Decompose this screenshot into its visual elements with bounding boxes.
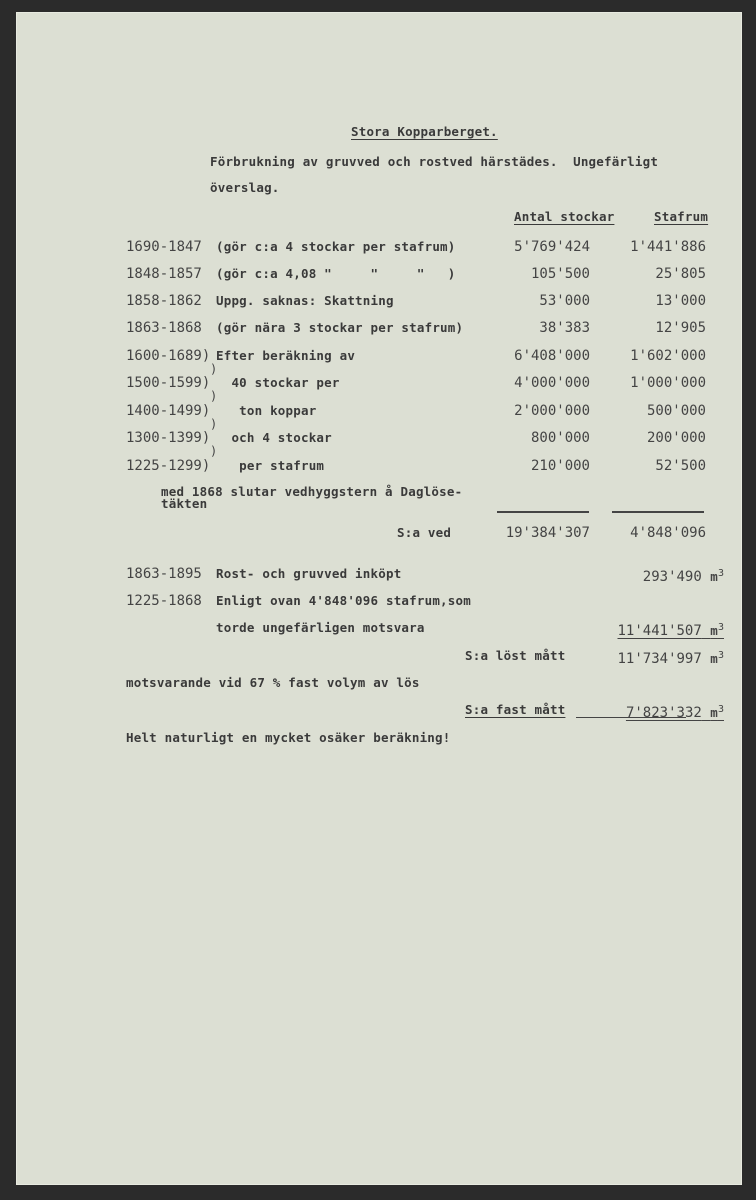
estimate-desc-2: torde ungefärligen motsvara <box>216 620 425 635</box>
row-volume: 500'000 <box>646 403 706 419</box>
row-period: 1690-1847 <box>126 239 202 255</box>
row-volume: 200'000 <box>646 430 706 446</box>
row-description: 40 stockar per <box>216 375 340 390</box>
row-count: 4'000'000 <box>514 375 590 391</box>
row-count: 2'000'000 <box>514 403 590 419</box>
note-line-1: med 1868 slutar vedhyggstern å Daglöse- <box>161 484 463 499</box>
row-volume: 1'441'886 <box>630 239 706 255</box>
conversion-note: motsvarande vid 67 % fast volym av lös <box>126 675 420 690</box>
sum-wood-volume: 4'848'096 <box>630 525 706 541</box>
sum-rule-count <box>497 511 589 513</box>
intro-line-2: överslag. <box>210 180 280 195</box>
row-description: (gör c:a 4,08 " " " ) <box>216 266 456 281</box>
estimate-value: 11'441'507 $m^3$ <box>617 622 724 639</box>
bracket-connector: ) <box>210 362 218 376</box>
sum-rule-volume <box>612 511 704 513</box>
intro-line-1: Förbrukning av gruvved och rostved härstädes. Ungefärligt <box>210 154 659 169</box>
purchased-period: 1863-1895 <box>126 566 202 582</box>
row-volume: 1'602'000 <box>630 348 706 364</box>
document-page <box>16 12 742 1185</box>
bracket-connector: ) <box>210 389 218 403</box>
purchased-value: 293'490 $m^3$ <box>642 568 724 585</box>
row-period: 1848-1857 <box>126 266 202 282</box>
row-description: per stafrum <box>216 458 325 473</box>
solid-total-label: S:a fast mått <box>465 702 566 717</box>
estimate-period: 1225-1868 <box>126 593 202 609</box>
row-description: och 4 stockar <box>216 430 332 445</box>
column-header-volume: Stafrum <box>654 209 709 224</box>
row-volume: 13'000 <box>655 293 706 309</box>
sum-wood-label: S:a ved <box>397 525 452 540</box>
row-period: 1858-1862 <box>126 293 202 309</box>
row-period: 1400-1499) <box>126 403 211 419</box>
bracket-connector: ) <box>210 417 218 431</box>
row-description: ton koppar <box>216 403 317 418</box>
note-line-2: täkten <box>161 496 208 511</box>
row-period: 1225-1299) <box>126 458 211 474</box>
row-count: 105'500 <box>530 266 590 282</box>
row-volume: 12'905 <box>655 320 706 336</box>
row-count: 38'383 <box>539 320 590 336</box>
row-count: 5'769'424 <box>514 239 590 255</box>
row-volume: 1'000'000 <box>630 375 706 391</box>
row-description: (gör c:a 4 stockar per stafrum) <box>216 239 456 254</box>
row-volume: 25'805 <box>655 266 706 282</box>
closing-remark: Helt naturligt en mycket osäker beräkning! <box>126 730 451 745</box>
solid-total-value: 7'823'332 $m^3$ <box>625 704 724 721</box>
row-period: 1863-1868 <box>126 320 202 336</box>
row-count: 210'000 <box>530 458 590 474</box>
row-description: Uppg. saknas: Skattning <box>216 293 394 308</box>
sum-wood-count: 19'384'307 <box>505 525 590 541</box>
column-header-count: Antal stockar <box>514 209 615 224</box>
document-title: Stora Kopparberget. <box>351 124 498 139</box>
loose-total-label: S:a löst mått <box>465 648 566 663</box>
row-period: 1300-1399) <box>126 430 211 446</box>
row-description: Efter beräkning av <box>216 348 356 363</box>
bracket-connector: ) <box>210 444 218 458</box>
row-period: 1600-1689) <box>126 348 211 364</box>
estimate-desc-1: Enligt ovan 4'848'096 stafrum,som <box>216 593 471 608</box>
row-count: 6'408'000 <box>514 348 590 364</box>
row-count: 53'000 <box>539 293 590 309</box>
row-description: (gör nära 3 stockar per stafrum) <box>216 320 464 335</box>
row-period: 1500-1599) <box>126 375 211 391</box>
row-volume: 52'500 <box>655 458 706 474</box>
purchased-desc: Rost- och gruvved inköpt <box>216 566 402 581</box>
loose-total-value: 11'734'997 $m^3$ <box>617 650 724 667</box>
row-count: 800'000 <box>530 430 590 446</box>
